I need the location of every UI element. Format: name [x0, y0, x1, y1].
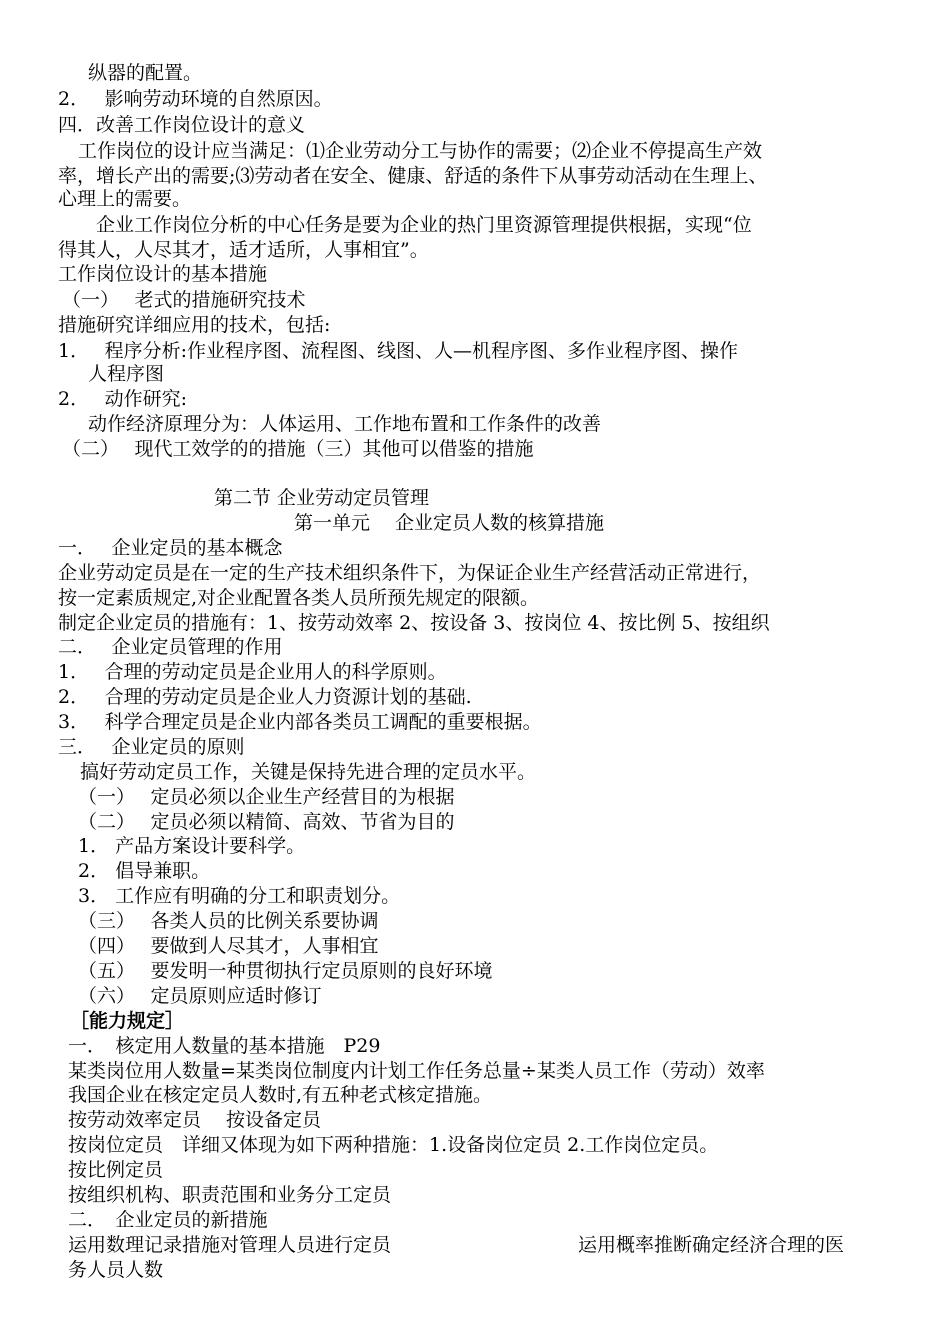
text-line: （五） 要发明一种贯彻执行定员原则的良好环境	[78, 960, 493, 982]
section-heading: 二． 企业定员的新措施	[68, 1209, 268, 1231]
text-line: 心理上的需要。	[58, 188, 192, 210]
section-heading: 二． 企业定员管理的作用	[58, 636, 283, 658]
text-line: 动作经济原理分为：人体运用、工作地布置和工作条件的改善	[88, 413, 602, 435]
text-line: 2． 合理的劳动定员是企业人力资源计划的基础.	[58, 686, 472, 708]
text-line: 1． 产品方案设计要科学。	[78, 835, 306, 857]
text-line: 得其人，人尽其才，适才适所，人事相宜”。	[58, 239, 429, 261]
text-line: 率，增长产出的需要;⑶劳动者在安全、健康、舒适的条件下从事劳动活动在生理上、	[58, 165, 768, 187]
text-line: 措施研究详细应用的技术，包括:	[58, 314, 331, 336]
text-line: 搞好劳动定员工作，关键是保持先进合理的定员水平。	[80, 761, 537, 783]
text-line: 3． 科学合理定员是企业内部各类员工调配的重要根据。	[58, 711, 542, 733]
text-line: 工作岗位的设计应当满足：⑴企业劳动分工与协作的需要；⑵企业不停提高生产效	[78, 140, 763, 162]
text-line: 按岗位定员 详细又体现为如下两种措施：1.设备岗位定员 2.工作岗位定员。	[68, 1134, 719, 1156]
text-line: 务人员人数	[68, 1259, 164, 1281]
text-line: （三） 各类人员的比例关系要协调	[78, 910, 379, 932]
text-line: （一） 定员必须以企业生产经营目的为根据	[78, 786, 455, 808]
unit-title: 第一单元 企业定员人数的核算措施	[294, 512, 605, 534]
text-line: 纵器的配置。	[88, 62, 203, 84]
text-line: （一） 老式的措施研究技术	[62, 289, 306, 311]
text-line: 3． 工作应有明确的分工和职责划分。	[78, 885, 401, 907]
text-line: 企业工作岗位分析的中心任务是要为企业的热门里资源管理提供根据，实现“位	[96, 214, 752, 236]
text-line: 按劳动效率定员 按设备定员	[68, 1109, 322, 1131]
text-line: 企业劳动定员是在一定的生产技术组织条件下，为保证企业生产经营活动正常进行，	[58, 562, 762, 584]
text-line: 2． 动作研究:	[58, 388, 188, 410]
text-line: 运用数理记录措施对管理人员进行定员	[68, 1234, 392, 1256]
section-heading: 四．改善工作岗位设计的意义	[58, 114, 306, 136]
text-line: 按一定素质规定,对企业配置各类人员所预先规定的限额。	[58, 587, 540, 609]
text-line: 制定企业定员的措施有：1、按劳动效率 2、按设备 3、按岗位 4、按比例 5、按组织	[58, 612, 770, 634]
section-heading: 一． 企业定员的基本概念	[58, 537, 283, 559]
text-line: 1． 程序分析:作业程序图、流程图、线图、人—机程序图、多作业程序图、操作	[58, 340, 739, 362]
text-line: 2． 影响劳动环境的自然原因。	[58, 88, 333, 110]
section-heading: 三． 企业定员的原则	[58, 736, 245, 758]
text-line: 运用概率推断确定经济合理的医	[578, 1234, 845, 1256]
section-heading: 工作岗位设计的基本措施	[58, 263, 268, 285]
section-heading: 一． 核定用人数量的基本措施 P29	[68, 1035, 381, 1057]
text-line: （四） 要做到人尽其才，人事相宜	[78, 935, 379, 957]
text-line: 人程序图	[88, 363, 165, 385]
text-line: 按组织机构、职责范围和业务分工定员	[68, 1184, 392, 1206]
ability-heading: ［能力规定］	[70, 1010, 185, 1032]
text-line: 我国企业在核定定员人数时,有五种老式核定措施。	[68, 1084, 493, 1106]
text-line: 按比例定员	[68, 1159, 164, 1181]
text-line: 2． 倡导兼职。	[78, 860, 211, 882]
text-line: 1． 合理的劳动定员是企业用人的科学原则。	[58, 661, 447, 683]
section-title: 第二节 企业劳动定员管理	[214, 487, 430, 509]
text-line: （二） 定员必须以精简、高效、节省为目的	[78, 811, 455, 833]
text-line: （二） 现代工效学的的措施（三）其他可以借鉴的措施	[62, 438, 534, 460]
text-line: （六） 定员原则应适时修订	[78, 985, 322, 1007]
text-line: 某类岗位用人数量=某类岗位制度内计划工作任务总量÷某类人员工作（劳动）效率	[68, 1060, 765, 1082]
